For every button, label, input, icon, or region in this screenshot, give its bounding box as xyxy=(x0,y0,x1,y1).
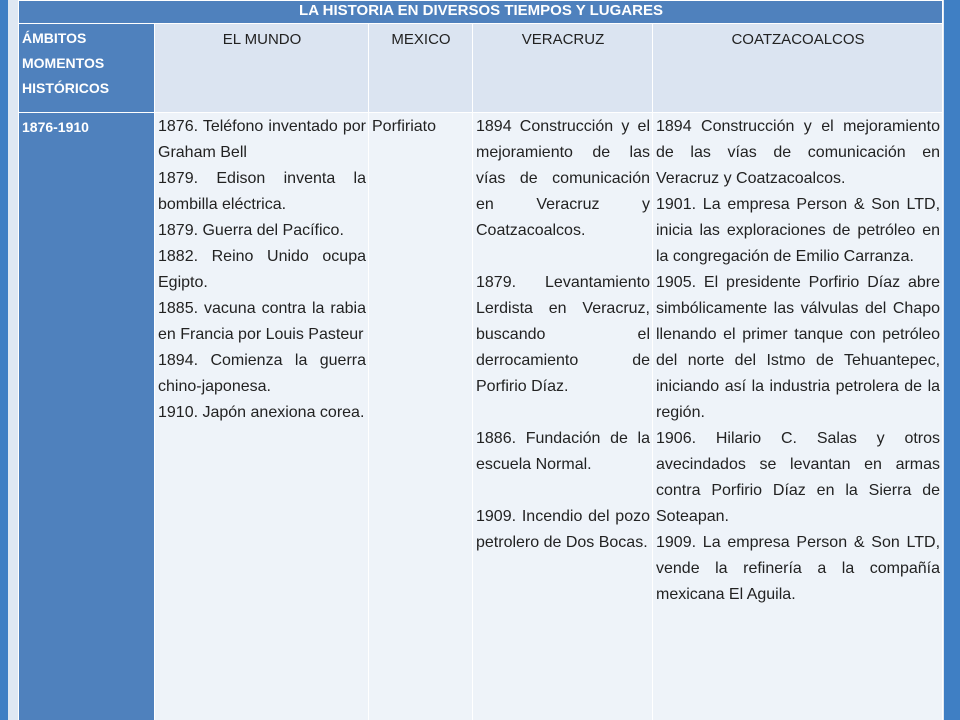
event-item: 1909. La empresa Person & Son LTD, vende la refinería a la compañía mexicana El Aguila. xyxy=(656,534,941,603)
row-label-line: MOMENTOS xyxy=(22,55,105,71)
spacer xyxy=(476,244,650,270)
history-table xyxy=(18,0,943,720)
event-item: 1894. Comienza la guerra chino-japonesa. xyxy=(158,352,366,395)
row-label-line: ÁMBITOS xyxy=(22,30,87,46)
column-header-veracruz: VERACRUZ xyxy=(473,24,653,113)
row-label-line: HISTÓRICOS xyxy=(22,80,110,96)
event-item: 1879. Guerra del Pacífico. xyxy=(158,222,344,239)
spacer xyxy=(476,478,650,504)
event-item: 1876. Teléfono inventado por Graham Bell xyxy=(158,118,366,161)
spacer xyxy=(476,400,650,426)
column-header-mundo: EL MUNDO xyxy=(155,24,369,113)
mexico-cell: Porfiriato xyxy=(369,113,473,720)
period-cell: 1876-1910 xyxy=(19,113,155,720)
event-item: 1886. Fundación de la escuela Normal. xyxy=(476,430,650,473)
header-row xyxy=(19,24,943,113)
coatzacoalcos-cell xyxy=(653,113,943,720)
event-item: 1894 Construcción y el mejoramiento de las vías de comunicación en Veracruz y Coatzacoalcos. xyxy=(656,118,941,187)
event-item: 1909. Incendio del pozo petrolero de Dos Bocas. xyxy=(476,508,650,551)
table-row xyxy=(19,113,943,720)
mundo-cell xyxy=(155,113,369,720)
event-item: 1885. vacuna contra la rabia en Francia por Louis Pasteur xyxy=(158,300,366,343)
row-label-header xyxy=(19,24,155,113)
event-item: 1906. Hilario C. Salas y otros avecindados se levantan en armas contra Porfirio Díaz en la Sierra de Soteapan. xyxy=(656,430,941,525)
column-header-coatzacoalcos: COATZACOALCOS xyxy=(653,24,943,113)
event-item: 1910. Japón anexiona corea. xyxy=(158,404,365,421)
event-item: 1879. Edison inventa la bombilla eléctrica. xyxy=(158,170,366,213)
veracruz-cell xyxy=(473,113,653,720)
column-header-mexico: MEXICO xyxy=(369,24,473,113)
table-title: LA HISTORIA EN DIVERSOS TIEMPOS Y LUGARES xyxy=(19,1,943,24)
event-item: 1894 Construcción y el mejoramiento de las vías de comunicación en Veracruz y Coatzacoalcos. xyxy=(476,118,650,239)
event-item: 1882. Reino Unido ocupa Egipto. xyxy=(158,248,366,291)
title-row xyxy=(19,1,943,24)
event-item: 1901. La empresa Person & Son LTD, inicia las exploraciones de petróleo en la congregación de Emilio Carranza. xyxy=(656,196,941,265)
event-item: 1879. Levantamiento Lerdista en Veracruz, buscando el derrocamiento de Porfirio Díaz. xyxy=(476,274,650,395)
event-item: 1905. El presidente Porfirio Díaz abre simbólicamente las válvulas del Chapo llenando el primer tanque con petróleo del norte del Istmo de Tehuantepec, iniciando así la industria petrolera de la región. xyxy=(656,274,941,421)
